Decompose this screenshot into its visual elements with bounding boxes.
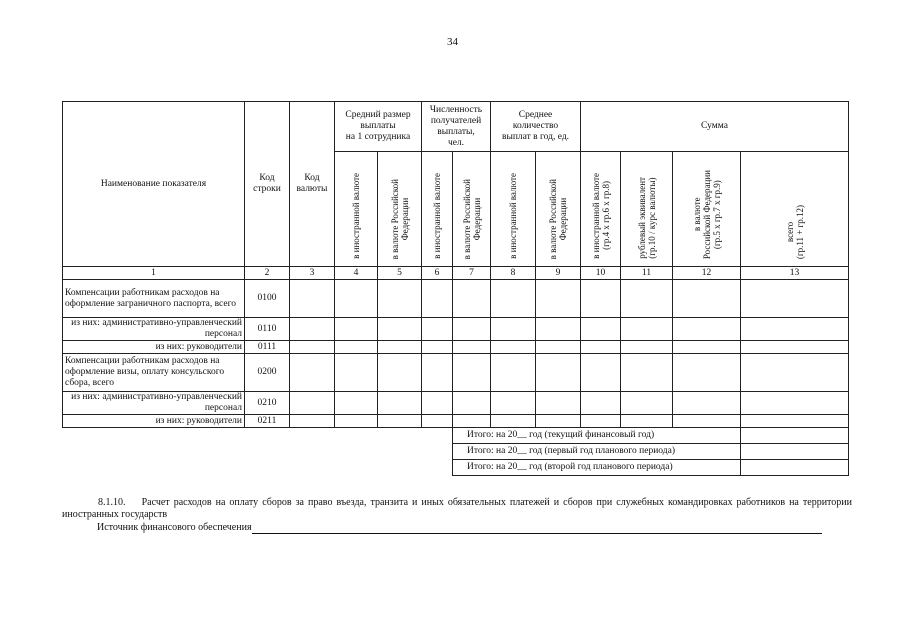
row-name: из них: руководители bbox=[63, 341, 245, 354]
value-cell[interactable] bbox=[422, 415, 453, 428]
value-cell[interactable] bbox=[741, 392, 849, 415]
value-cell[interactable] bbox=[673, 415, 741, 428]
section-text: Расчет расходов на оплату сборов за право въезда, транзита и иных обязательных платежей и сборов при служебных командировках работников на территории иностранных государств bbox=[62, 497, 852, 520]
subheader-cell bbox=[673, 152, 741, 267]
subheader-text: в иностранной валюте (гр.4 х гр.6 х гр.8) bbox=[590, 173, 611, 259]
subheader-cell bbox=[453, 152, 491, 267]
total-value-cell[interactable] bbox=[741, 444, 849, 460]
value-cell[interactable] bbox=[621, 280, 673, 318]
total-value-cell[interactable] bbox=[741, 428, 849, 444]
value-cell[interactable] bbox=[422, 341, 453, 354]
value-cell[interactable] bbox=[581, 415, 621, 428]
header-avg-count: Среднее количество выплат в год, ед. bbox=[491, 102, 581, 152]
column-number: 5 bbox=[378, 267, 422, 280]
row-code: 0210 bbox=[245, 392, 290, 415]
page-number: 34 bbox=[447, 36, 458, 48]
funding-source-label: Источник финансового обеспечения bbox=[97, 522, 252, 533]
value-cell[interactable] bbox=[453, 354, 491, 392]
value-cell[interactable] bbox=[290, 341, 335, 354]
total-label: Итого: на 20__ год (второй год планового периода) bbox=[453, 460, 741, 476]
value-cell[interactable] bbox=[422, 392, 453, 415]
expense-table bbox=[62, 101, 849, 476]
funding-source-field[interactable] bbox=[252, 523, 822, 534]
column-number: 2 bbox=[245, 267, 290, 280]
value-cell[interactable] bbox=[741, 415, 849, 428]
subheader-text: рублевый эквивалент (гр.10 / курс валюты) bbox=[636, 177, 657, 259]
header-recipients: Численность получателей выплаты, чел. bbox=[422, 102, 491, 152]
subheader-cell bbox=[621, 152, 673, 267]
value-cell[interactable] bbox=[536, 280, 581, 318]
column-number: 4 bbox=[335, 267, 378, 280]
row-name: Компенсации работникам расходов на оформление заграничного паспорта, всего bbox=[63, 280, 245, 318]
value-cell[interactable] bbox=[378, 341, 422, 354]
value-cell[interactable] bbox=[621, 415, 673, 428]
value-cell[interactable] bbox=[378, 280, 422, 318]
subheader-text: в валюте Российской Федерации bbox=[389, 178, 410, 259]
row-name: из них: руководители bbox=[63, 415, 245, 428]
table-row bbox=[63, 280, 849, 318]
value-cell[interactable] bbox=[290, 392, 335, 415]
value-cell[interactable] bbox=[378, 354, 422, 392]
subheader-text: в иностранной валюте bbox=[508, 173, 518, 259]
table-row bbox=[63, 318, 849, 341]
header-code-currency: Код валюты bbox=[290, 102, 335, 267]
value-cell[interactable] bbox=[422, 318, 453, 341]
value-cell[interactable] bbox=[673, 280, 741, 318]
value-cell[interactable] bbox=[536, 415, 581, 428]
value-cell[interactable] bbox=[491, 415, 536, 428]
subheader-text: в валюте Российской Федерации bbox=[461, 178, 482, 259]
column-number: 8 bbox=[491, 267, 536, 280]
value-cell[interactable] bbox=[581, 318, 621, 341]
total-row bbox=[63, 444, 849, 460]
column-number: 6 bbox=[422, 267, 453, 280]
header-sum: Сумма bbox=[581, 102, 849, 152]
section-number: 8.1.10. bbox=[98, 497, 126, 508]
value-cell[interactable] bbox=[453, 341, 491, 354]
value-cell[interactable] bbox=[491, 280, 536, 318]
header-code-row: Код строки bbox=[245, 102, 290, 267]
subheader-text: в валюте Российской Федерации bbox=[548, 178, 568, 259]
value-cell[interactable] bbox=[741, 318, 849, 341]
value-cell[interactable] bbox=[290, 318, 335, 341]
value-cell[interactable] bbox=[673, 341, 741, 354]
table-row bbox=[63, 354, 849, 392]
section-paragraph bbox=[62, 497, 852, 521]
subheader-cell bbox=[378, 152, 422, 267]
row-name: Компенсации работникам расходов на оформление визы, оплату консульского сбора, всего bbox=[63, 354, 245, 392]
blank-area bbox=[63, 460, 453, 476]
value-cell[interactable] bbox=[673, 354, 741, 392]
value-cell[interactable] bbox=[581, 280, 621, 318]
value-cell[interactable] bbox=[491, 318, 536, 341]
value-cell[interactable] bbox=[335, 318, 378, 341]
value-cell[interactable] bbox=[491, 354, 536, 392]
row-code: 0100 bbox=[245, 280, 290, 318]
value-cell[interactable] bbox=[536, 354, 581, 392]
total-value-cell[interactable] bbox=[741, 460, 849, 476]
value-cell[interactable] bbox=[741, 341, 849, 354]
header-name: Наименование показателя bbox=[63, 102, 245, 267]
value-cell[interactable] bbox=[673, 392, 741, 415]
subheader-cell bbox=[741, 152, 849, 267]
value-cell[interactable] bbox=[536, 341, 581, 354]
value-cell[interactable] bbox=[741, 354, 849, 392]
column-number: 7 bbox=[453, 267, 491, 280]
row-code: 0110 bbox=[245, 318, 290, 341]
value-cell[interactable] bbox=[491, 341, 536, 354]
row-code: 0200 bbox=[245, 354, 290, 392]
value-cell[interactable] bbox=[536, 318, 581, 341]
subheader-cell bbox=[422, 152, 453, 267]
total-rows bbox=[63, 428, 849, 476]
column-number: 10 bbox=[581, 267, 621, 280]
header-avg-payment: Средний размер выплаты на 1 сотрудника bbox=[335, 102, 422, 152]
subheader-text: всего (гр.11 + гр.12) bbox=[784, 204, 805, 259]
value-cell[interactable] bbox=[335, 354, 378, 392]
value-cell[interactable] bbox=[453, 318, 491, 341]
total-row bbox=[63, 428, 849, 444]
value-cell[interactable] bbox=[621, 354, 673, 392]
subheader-text: в иностранной валюте bbox=[432, 173, 442, 259]
subheader-cell bbox=[536, 152, 581, 267]
value-cell[interactable] bbox=[335, 415, 378, 428]
value-cell[interactable] bbox=[378, 318, 422, 341]
value-cell[interactable] bbox=[581, 354, 621, 392]
column-number: 1 bbox=[63, 267, 245, 280]
row-name: из них: административно-управленческий персонал bbox=[63, 318, 245, 341]
value-cell[interactable] bbox=[422, 280, 453, 318]
column-number: 12 bbox=[673, 267, 741, 280]
column-number: 13 bbox=[741, 267, 849, 280]
data-rows bbox=[63, 280, 849, 428]
subheader-cell bbox=[491, 152, 536, 267]
value-cell[interactable] bbox=[453, 392, 491, 415]
value-cell[interactable] bbox=[378, 392, 422, 415]
table-row bbox=[63, 392, 849, 415]
value-cell[interactable] bbox=[453, 280, 491, 318]
column-number: 9 bbox=[536, 267, 581, 280]
total-row bbox=[63, 460, 849, 476]
blank-area bbox=[63, 444, 453, 460]
column-number: 11 bbox=[621, 267, 673, 280]
blank-area bbox=[63, 428, 453, 444]
row-code: 0111 bbox=[245, 341, 290, 354]
row-code: 0211 bbox=[245, 415, 290, 428]
subheader-text: в валюте Российской Федерации (гр.5 х гр.7 х гр.9) bbox=[691, 169, 722, 259]
total-label: Итого: на 20__ год (текущий финансовый год) bbox=[453, 428, 741, 444]
value-cell[interactable] bbox=[621, 318, 673, 341]
value-cell[interactable] bbox=[536, 392, 581, 415]
value-cell[interactable] bbox=[453, 415, 491, 428]
table-row bbox=[63, 341, 849, 354]
funding-source bbox=[97, 522, 842, 534]
value-cell[interactable] bbox=[741, 280, 849, 318]
column-number: 3 bbox=[290, 267, 335, 280]
value-cell[interactable] bbox=[335, 280, 378, 318]
value-cell[interactable] bbox=[335, 392, 378, 415]
row-name: из них: административно-управленческий персонал bbox=[63, 392, 245, 415]
total-label: Итого: на 20__ год (первый год планового периода) bbox=[453, 444, 741, 460]
subheader-text: в иностранной валюте bbox=[351, 173, 361, 259]
subheader-cell bbox=[581, 152, 621, 267]
value-cell[interactable] bbox=[378, 415, 422, 428]
subheader-cell bbox=[335, 152, 378, 267]
value-cell[interactable] bbox=[422, 354, 453, 392]
table-row bbox=[63, 415, 849, 428]
value-cell[interactable] bbox=[335, 341, 378, 354]
value-cell[interactable] bbox=[290, 354, 335, 392]
value-cell[interactable] bbox=[290, 415, 335, 428]
value-cell[interactable] bbox=[621, 341, 673, 354]
value-cell[interactable] bbox=[290, 280, 335, 318]
value-cell[interactable] bbox=[581, 392, 621, 415]
value-cell[interactable] bbox=[491, 392, 536, 415]
value-cell[interactable] bbox=[581, 341, 621, 354]
value-cell[interactable] bbox=[673, 318, 741, 341]
value-cell[interactable] bbox=[621, 392, 673, 415]
